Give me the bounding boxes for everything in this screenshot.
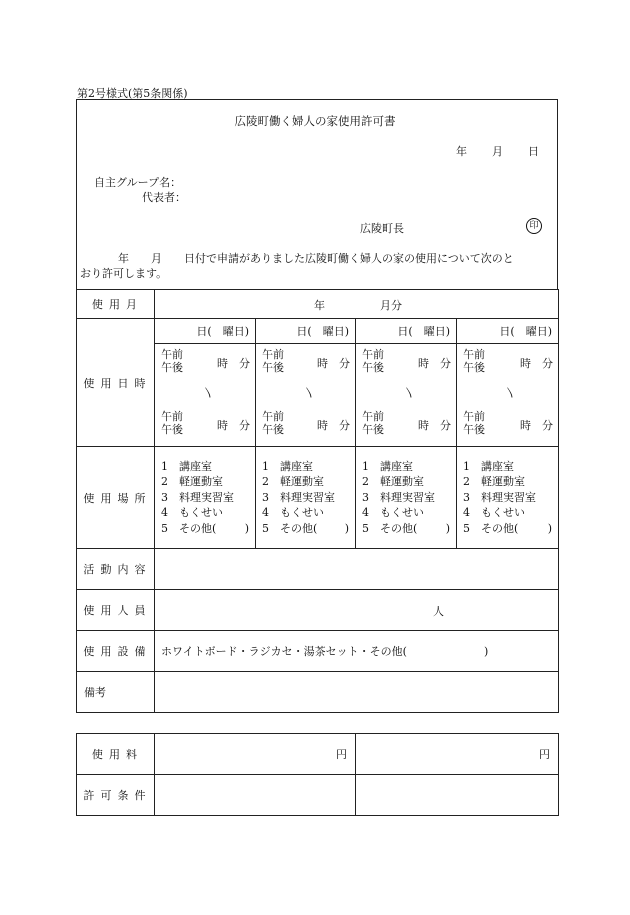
usage-place-label: 使用場所 [77, 447, 155, 549]
usage-month-year: 年 [314, 299, 325, 312]
form-number: 第2号様式(第5条関係) [77, 87, 188, 100]
row-equipment [77, 631, 559, 672]
row-remarks [77, 672, 559, 713]
issuer-name: 広陵町長 [360, 222, 404, 235]
body-text-line2: おり許可します。 [80, 267, 168, 280]
fee-value-1[interactable]: 円 [155, 734, 356, 775]
day-cell-4[interactable]: 日( 曜日) [457, 319, 559, 344]
day-cell-3[interactable]: 日( 曜日) [356, 319, 457, 344]
row-activity [77, 549, 559, 590]
time-cell-1[interactable]: 午前 午後 時 分 〵 午前 午後 時 分 [155, 344, 256, 447]
time-cell-2[interactable]: 午前 午後 時 分 〵 午前 午後 時 分 [256, 344, 356, 447]
row-days [77, 319, 559, 344]
group-name-label: 自主グループ名： [94, 176, 182, 189]
usage-month-month: 月分 [380, 299, 402, 312]
conditions-label: 許可条件 [77, 775, 155, 816]
row-fee [77, 734, 559, 775]
day-cell-2[interactable]: 日( 曜日) [256, 319, 356, 344]
people-value[interactable] [155, 590, 559, 631]
fee-value-2[interactable]: 円 [356, 734, 559, 775]
paren-close: ) [244, 521, 249, 535]
facility-list-3[interactable]: 1 講座室 2 軽運動室 3 料理実習室 4 もくせい 5 その他( ) [356, 447, 457, 549]
seal-icon: 印 [526, 218, 542, 234]
permit-table [76, 289, 559, 713]
fee-table [76, 733, 559, 816]
row-place [77, 447, 559, 549]
equipment-label: 使用設備 [77, 631, 155, 672]
page-title: 広陵町働く婦人の家使用許可書 [234, 114, 396, 128]
usage-month-value[interactable] [155, 290, 559, 319]
date-month: 月 [492, 145, 503, 158]
conditions-value-1[interactable] [155, 775, 356, 816]
fee-label: 使用料 [77, 734, 155, 775]
date-day: 日 [528, 145, 539, 158]
row-people [77, 590, 559, 631]
activity-label: 活動内容 [77, 549, 155, 590]
time-cell-3[interactable]: 午前 午後 時 分 〵 午前 午後 時 分 [356, 344, 457, 447]
people-unit: 人 [433, 605, 444, 618]
day-cell-1[interactable]: 日( 曜日) [155, 319, 256, 344]
people-label: 使用人員 [77, 590, 155, 631]
remarks-label: 備考 [84, 686, 106, 699]
facility-list-1[interactable]: 1 講座室 2 軽運動室 3 料理実習室 4 もくせい 5 その他( ) [155, 447, 256, 549]
body-text-line1: 年 月 日付で申請がありました広陵町働く婦人の家の使用について次のと [118, 252, 514, 265]
paren-close: ) [344, 521, 349, 535]
representative-label: 代表者： [142, 191, 186, 204]
equipment-value[interactable]: ホワイトボード・ラジカセ・湯茶セット・その他( ) [155, 631, 559, 672]
paren-close: ) [547, 521, 552, 535]
facility-list-4[interactable]: 1 講座室 2 軽運動室 3 料理実習室 4 もくせい 5 その他( ) [457, 447, 559, 549]
remarks-label-cell [77, 672, 155, 713]
paren-close: ) [445, 521, 450, 535]
row-conditions [77, 775, 559, 816]
conditions-value-2[interactable] [356, 775, 559, 816]
date-year: 年 [456, 145, 467, 158]
time-cell-4[interactable]: 午前 午後 時 分 〵 午前 午後 時 分 [457, 344, 559, 447]
row-usage-month [77, 290, 559, 319]
usage-datetime-label: 使用日時 [77, 319, 155, 447]
facility-list-2[interactable]: 1 講座室 2 軽運動室 3 料理実習室 4 もくせい 5 その他( ) [256, 447, 356, 549]
remarks-value[interactable] [155, 672, 559, 713]
activity-value[interactable] [155, 549, 559, 590]
usage-month-label: 使用月 [77, 290, 155, 319]
